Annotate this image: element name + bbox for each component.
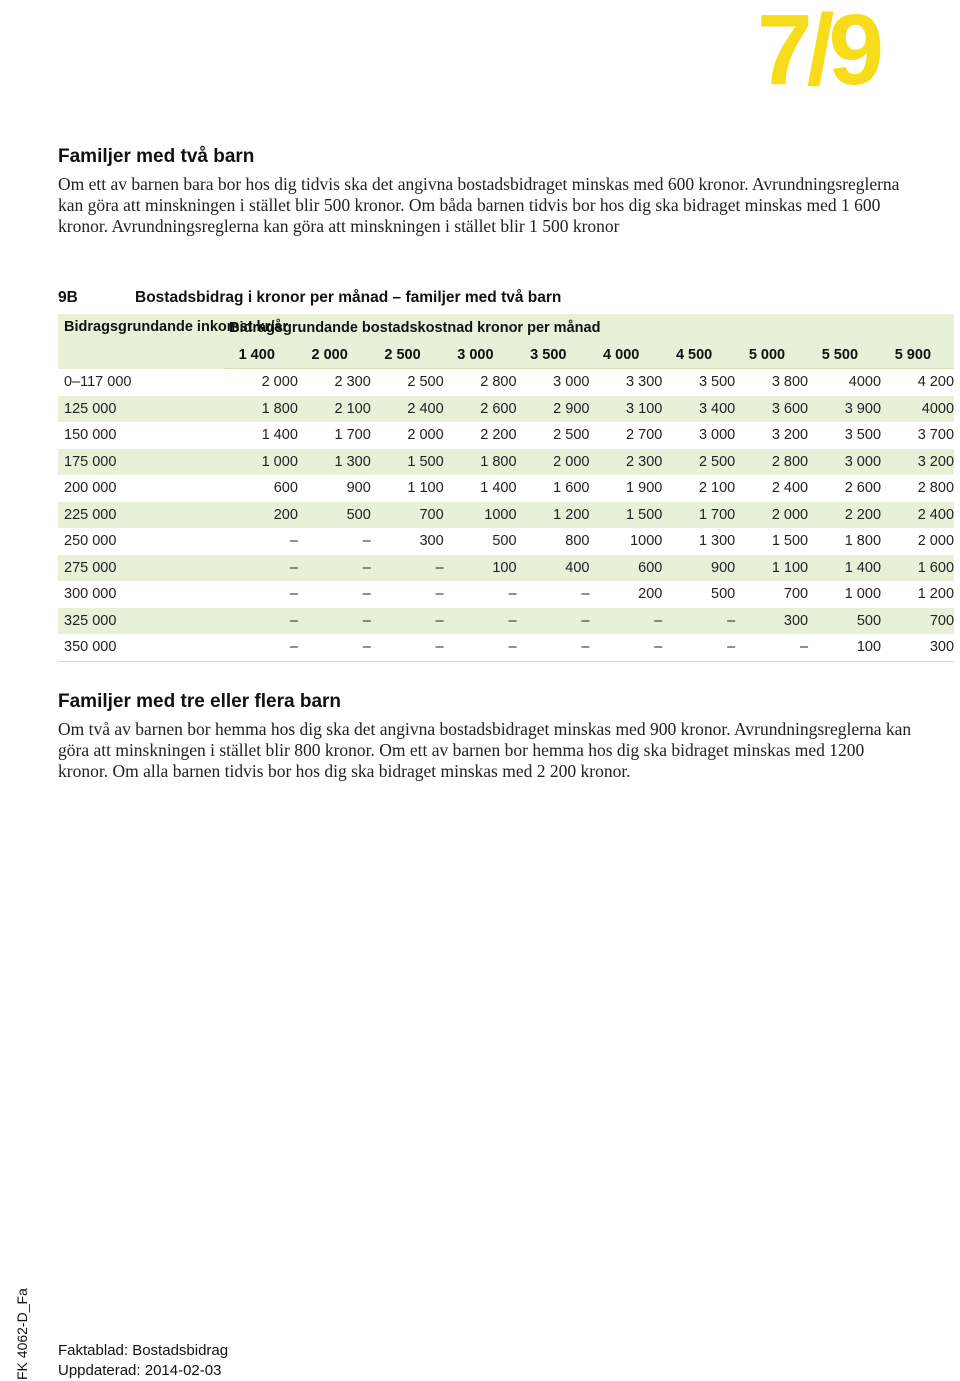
income-cell: 175 000: [64, 453, 117, 470]
allowance-cell: 3 900: [844, 400, 882, 417]
allowance-cell: 2 000: [917, 533, 955, 550]
allowance-cell: 1 600: [553, 480, 590, 497]
allowance-cell: 4000: [921, 400, 955, 417]
income-cell: 0–117 000: [64, 374, 132, 390]
allowance-cell: 4000: [848, 374, 882, 391]
column-header-cost: 2 500: [371, 342, 444, 369]
table-row: [58, 555, 954, 582]
allowance-cell: 100: [492, 559, 517, 576]
allowance-cell: –: [289, 559, 298, 576]
allowance-cell: 3 200: [771, 427, 809, 444]
table-row: [58, 608, 954, 635]
allowance-cell: 300: [881, 634, 954, 661]
allowance-cell: 2 500: [407, 374, 444, 391]
allowance-cell: 1 700: [698, 506, 736, 523]
column-group-header: Bidragsgrundande bostadskostnad kronor per månad: [229, 320, 601, 336]
allowance-cell: 1 000: [844, 586, 882, 603]
table-row: [58, 422, 954, 449]
allowance-cell: –: [225, 634, 298, 661]
column-header-cost: 2 000: [298, 342, 371, 369]
allowance-cell: 900: [346, 480, 371, 497]
allowance-cell: 3 200: [917, 453, 955, 470]
allowance-cell: 400: [565, 559, 590, 576]
allowance-cell: –: [662, 634, 735, 661]
allowance-cell: 2 000: [553, 453, 590, 470]
table-row: [58, 449, 954, 476]
footer-line-title: Faktablad: Bostadsbidrag: [58, 1342, 229, 1359]
allowance-cell: 2 000: [261, 374, 298, 391]
allowance-cell: –: [589, 634, 662, 661]
form-code: [0, 1270, 30, 1380]
allowance-cell: 1 700: [334, 427, 371, 444]
allowance-cell: –: [517, 634, 590, 661]
section-paragraph-two-children: Om ett av barnen bara bor hos dig tidvis ska det angivna bostadsbidraget minskas med 600 kronor. Avrundningsreglerna kan göra att minskningen i stället blir 500 kronor. Om båda barnen tidvis bor hos dig ska bidraget minskas med 1 600 kronor. Avrundningsreglerna kan göra att minskningen i stället blir 1 500 kronor: [58, 174, 900, 236]
allowance-cell: –: [289, 533, 298, 550]
income-cell: 150 000: [64, 427, 117, 444]
allowance-cell: 2 600: [844, 480, 882, 497]
income-cell: 200 000: [64, 480, 117, 497]
allowance-cell: 1 800: [480, 453, 517, 470]
allowance-cell: 3 000: [844, 453, 882, 470]
allowance-cell: 2 200: [480, 427, 517, 444]
allowance-cell: –: [435, 586, 444, 603]
section-title-three-children: Familjer med tre eller flera barn: [58, 691, 342, 712]
column-header-cost: 4 500: [662, 342, 735, 369]
allowance-cell: 4 200: [917, 374, 955, 391]
table-row: [58, 528, 954, 555]
allowance-cell: 2 800: [917, 480, 955, 497]
allowance-cell: 2 100: [334, 400, 371, 417]
allowance-cell: 3 700: [917, 427, 955, 444]
allowance-cell: 500: [856, 612, 882, 629]
allowance-cell: –: [508, 612, 517, 629]
column-header-cost: 3 500: [517, 342, 590, 369]
allowance-cell: 1 200: [917, 586, 955, 603]
table-row: [58, 369, 954, 396]
allowance-cell: 1 800: [261, 400, 298, 417]
allowance-cell: 1 500: [407, 453, 444, 470]
allowance-cell: 2 000: [407, 427, 444, 444]
section-paragraph-three-children: Om två av barnen bor hemma hos dig ska det angivna bostadsbidraget minskas med 900 kronor. Avrundningsreglerna kan göra att minskningen i stället blir 800 kronor. Om ett av barnen bor hemma hos dig ska bidraget minskas med 1200 kronor. Om alla barnen tidvis bor hos dig ska bidraget minskas med 2 200 kronor.: [58, 719, 912, 781]
allowance-cell: –: [289, 612, 298, 629]
allowance-cell: –: [727, 612, 736, 629]
allowance-cell: 200: [638, 586, 663, 603]
column-header-cost: 1 400: [225, 342, 298, 369]
table-title: Bostadsbidrag i kronor per månad – familjer med två barn: [135, 289, 562, 306]
allowance-cell: 3 000: [553, 374, 590, 391]
allowance-cell: 700: [929, 612, 955, 629]
allowance-cell: 100: [808, 634, 881, 661]
income-cell: 250 000: [64, 533, 117, 550]
income-cell: 225 000: [64, 506, 117, 523]
allowance-cell: 1 000: [261, 453, 298, 470]
allowance-cell: 2 900: [553, 400, 590, 417]
allowance-cell: 1 400: [480, 480, 517, 497]
allowance-cell: 3 300: [626, 374, 663, 391]
table-body: [58, 369, 954, 662]
table-row: [58, 502, 954, 529]
allowance-cell: –: [581, 586, 590, 603]
housing-allowance-table: [58, 314, 954, 662]
allowance-cell: 1 500: [771, 533, 809, 550]
allowance-cell: 200: [273, 506, 298, 523]
income-cell: 350 000: [58, 634, 225, 661]
allowance-cell: 1 300: [334, 453, 371, 470]
allowance-cell: –: [298, 634, 371, 661]
allowance-cell: 1 200: [553, 506, 590, 523]
section-title-two-children: Familjer med två barn: [58, 146, 255, 167]
allowance-cell: 1000: [630, 533, 663, 550]
allowance-cell: 1 400: [261, 427, 298, 444]
allowance-cell: –: [362, 586, 371, 603]
column-header-cost: 4 000: [589, 342, 662, 369]
allowance-cell: 2 300: [626, 453, 663, 470]
allowance-cell: –: [435, 559, 444, 576]
allowance-cell: 1 600: [917, 559, 955, 576]
allowance-cell: –: [444, 634, 517, 661]
table-row: [58, 581, 954, 608]
allowance-cell: 2 600: [480, 400, 517, 417]
allowance-cell: 1000: [484, 506, 517, 523]
allowance-cell: –: [362, 533, 371, 550]
allowance-cell: 900: [711, 559, 736, 576]
allowance-cell: 1 400: [844, 559, 882, 576]
allowance-cell: 300: [419, 533, 444, 550]
page-number: 7/9: [756, 0, 878, 106]
allowance-cell: 2 400: [407, 400, 444, 417]
allowance-cell: 3 100: [626, 400, 663, 417]
allowance-cell: 3 800: [771, 374, 809, 391]
allowance-cell: –: [289, 586, 298, 603]
allowance-cell: 700: [783, 586, 809, 603]
allowance-cell: 3 500: [844, 427, 882, 444]
form-code-text: FK 4062-D_Fa: [14, 1288, 30, 1380]
column-header-cost: 5 500: [808, 342, 881, 369]
table-row: [58, 475, 954, 502]
table-caption: [58, 289, 561, 307]
allowance-cell: 300: [783, 612, 809, 629]
allowance-cell: 2 400: [771, 480, 809, 497]
table-row: [58, 634, 954, 661]
income-cell: 325 000: [64, 612, 117, 629]
allowance-cell: 2 500: [553, 427, 590, 444]
allowance-cell: 800: [565, 533, 590, 550]
allowance-cell: 2 400: [917, 506, 955, 523]
allowance-cell: 2 200: [844, 506, 882, 523]
allowance-cell: –: [581, 612, 590, 629]
column-header-cost: 5 000: [735, 342, 808, 369]
table-row: [58, 396, 954, 423]
allowance-cell: 3 400: [698, 400, 736, 417]
allowance-cell: 600: [638, 559, 663, 576]
allowance-cell: 700: [419, 506, 444, 523]
allowance-cell: 2 700: [626, 427, 663, 444]
allowance-cell: 3 000: [698, 427, 736, 444]
allowance-cell: 1 500: [626, 506, 663, 523]
table-number: 9B: [58, 289, 78, 306]
row-header-income: Bidragsgrundande inkomst kr/år: [64, 319, 288, 335]
allowance-cell: –: [362, 612, 371, 629]
allowance-cell: 1 300: [698, 533, 736, 550]
column-header-cost: 3 000: [444, 342, 517, 369]
allowance-cell: 3 600: [771, 400, 809, 417]
income-cell: 125 000: [64, 400, 117, 417]
allowance-cell: 2 500: [698, 453, 736, 470]
footer-line-updated: Uppdaterad: 2014-02-03: [58, 1362, 222, 1379]
income-cell: 275 000: [64, 559, 117, 576]
footer: [58, 1341, 228, 1381]
allowance-cell: 500: [492, 533, 517, 550]
allowance-cell: 1 100: [771, 559, 809, 576]
allowance-cell: 1 100: [407, 480, 444, 497]
allowance-cell: 1 800: [844, 533, 882, 550]
allowance-cell: 2 100: [698, 480, 736, 497]
allowance-cell: –: [508, 586, 517, 603]
allowance-cell: 500: [711, 586, 736, 603]
allowance-cell: 2 800: [480, 374, 517, 391]
allowance-cell: –: [371, 634, 444, 661]
allowance-cell: –: [435, 612, 444, 629]
income-cell: 300 000: [64, 586, 117, 603]
allowance-cell: 2 000: [771, 506, 809, 523]
allowance-cell: 600: [273, 480, 298, 497]
allowance-cell: 500: [346, 506, 371, 523]
allowance-cell: 3 500: [698, 374, 736, 391]
allowance-cell: 2 800: [771, 453, 809, 470]
allowance-cell: 2 300: [334, 374, 371, 391]
allowance-cell: –: [654, 612, 663, 629]
column-header-cost: 5 900: [881, 342, 954, 369]
allowance-cell: –: [362, 559, 371, 576]
allowance-cell: 1 900: [626, 480, 663, 497]
allowance-cell: –: [735, 634, 808, 661]
